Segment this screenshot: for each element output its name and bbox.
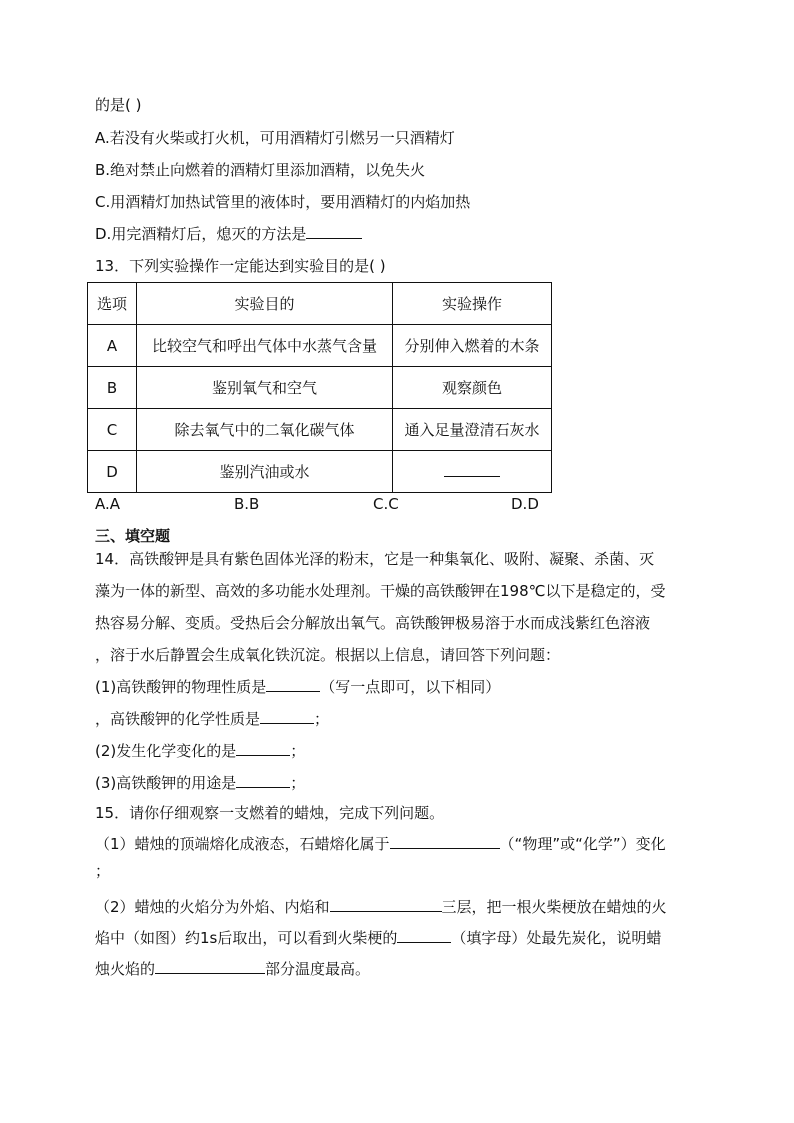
table-cell-operation: 通入足量澄清石灰水 xyxy=(393,409,552,451)
table-row xyxy=(88,451,552,493)
table-cell-purpose: 比较空气和呼出气体中水蒸气含量 xyxy=(137,325,393,367)
table-header: 实验目的 xyxy=(137,283,393,325)
table-row xyxy=(88,367,552,409)
q12-stem-tail: 的是( ) xyxy=(95,96,142,114)
q15-part2c xyxy=(95,959,370,979)
table-cell-purpose: 鉴别氧气和空气 xyxy=(137,367,393,409)
q14-sub3-tail: ； xyxy=(290,774,306,792)
q15-part2b xyxy=(95,928,661,948)
q15-part2b-text: 焰中（如图）约1s后取出，可以看到火柴梗的 xyxy=(95,929,398,947)
answer-blank[interactable] xyxy=(236,741,290,756)
q15-part2c-text: 烛火焰的 xyxy=(95,960,156,978)
table-cell-operation: 观察颜色 xyxy=(393,367,552,409)
table-cell-option: D xyxy=(88,451,137,493)
answer-blank[interactable] xyxy=(236,773,290,788)
q14-paragraph-line: 热容易分解、变质。受热后会分解放出氧气。高铁酸钾极易溶于水而成浅紫红色溶液 xyxy=(95,614,651,632)
q14-sub1a-text: (1)高铁酸钾的物理性质是 xyxy=(95,678,267,696)
q14-sub1a xyxy=(95,677,500,697)
q15-part1-text: （1）蜡烛的顶端熔化成液态，石蜡熔化属于 xyxy=(95,835,390,853)
q12-option-d xyxy=(95,224,362,244)
q12-option-a: A.若没有火柴或打火机，可用酒精灯引燃另一只酒精灯 xyxy=(95,129,455,147)
table-cell-operation xyxy=(393,451,552,493)
table-cell-option: C xyxy=(88,409,137,451)
answer-blank[interactable] xyxy=(266,677,320,692)
q15-part2a-tail: 三层，把一根火柴梗放在蜡烛的火 xyxy=(441,898,667,916)
answer-choice-c[interactable]: C.C xyxy=(373,495,399,513)
q12-option-c: C.用酒精灯加热试管里的液体时，要用酒精灯的内焰加热 xyxy=(95,193,471,211)
table-cell-purpose: 鉴别汽油或水 xyxy=(137,451,393,493)
answer-blank[interactable] xyxy=(155,959,265,974)
q15-part1 xyxy=(95,834,666,854)
q13-options-table xyxy=(87,282,552,493)
answer-choice-b[interactable]: B.B xyxy=(234,495,260,513)
q14-paragraph-line: 14．高铁酸钾是具有紫色固体光泽的粉末，它是一种集氧化、吸附、凝聚、杀菌、灭 xyxy=(95,550,655,568)
answer-blank[interactable] xyxy=(397,928,451,943)
table-header: 选项 xyxy=(88,283,137,325)
q14-paragraph-line: 藻为一体的新型、高效的多功能水处理剂。干燥的高铁酸钾在198℃以下是稳定的，受 xyxy=(95,582,666,600)
table-header: 实验操作 xyxy=(393,283,552,325)
table-cell-option: B xyxy=(88,367,137,409)
table-header-row xyxy=(88,283,552,325)
section-title: 三、填空题 xyxy=(95,527,171,545)
q15-part2b-tail: （填字母）处最先炭化，说明蜡 xyxy=(451,929,662,947)
q15-stem: 15．请你仔细观察一支燃着的蜡烛，完成下列问题。 xyxy=(95,804,445,822)
q14-sub1b-tail: ； xyxy=(314,710,330,728)
answer-blank[interactable] xyxy=(390,834,500,849)
q14-sub3-text: (3)高铁酸钾的用途是 xyxy=(95,774,237,792)
answer-blank[interactable] xyxy=(330,897,442,912)
table-row xyxy=(88,325,552,367)
q15-part1-tail: （“物理”或“化学”）变化 xyxy=(499,835,666,853)
q15-part2a xyxy=(95,897,667,917)
answer-blank[interactable] xyxy=(306,224,362,239)
table-cell-purpose: 除去氧气中的二氧化碳气体 xyxy=(137,409,393,451)
answer-choice-d[interactable]: D.D xyxy=(511,495,539,513)
q13-stem: 13．下列实验操作一定能达到实验目的是( ) xyxy=(95,257,386,275)
q14-sub3 xyxy=(95,773,305,793)
q14-sub1a-tail: （写一点即可，以下相同） xyxy=(320,678,501,696)
table-row xyxy=(88,409,552,451)
table-cell-operation: 分别伸入燃着的木条 xyxy=(393,325,552,367)
q14-sub2 xyxy=(95,741,305,761)
q15-part2c-tail: 部分温度最高。 xyxy=(265,960,371,978)
q14-sub2-text: (2)发生化学变化的是 xyxy=(95,742,237,760)
q14-sub1b-text: ，高铁酸钾的化学性质是 xyxy=(95,710,261,728)
q12-option-d-text: D.用完酒精灯后，熄灭的方法是 xyxy=(95,225,307,243)
table-cell-option: A xyxy=(88,325,137,367)
q14-sub2-tail: ； xyxy=(290,742,306,760)
q14-sub1b xyxy=(95,709,329,729)
q14-paragraph-line: ，溶于水后静置会生成氧化铁沉淀。根据以上信息，请回答下列问题： xyxy=(95,646,561,664)
answer-blank[interactable] xyxy=(260,709,314,724)
answer-choice-a[interactable]: A.A xyxy=(95,495,121,513)
answer-blank[interactable] xyxy=(444,462,500,477)
q15-part2a-text: （2）蜡烛的火焰分为外焰、内焰和 xyxy=(95,898,330,916)
q15-part1-end: ； xyxy=(95,862,111,880)
q12-option-b: B.绝对禁止向燃着的酒精灯里添加酒精，以免失火 xyxy=(95,161,426,179)
